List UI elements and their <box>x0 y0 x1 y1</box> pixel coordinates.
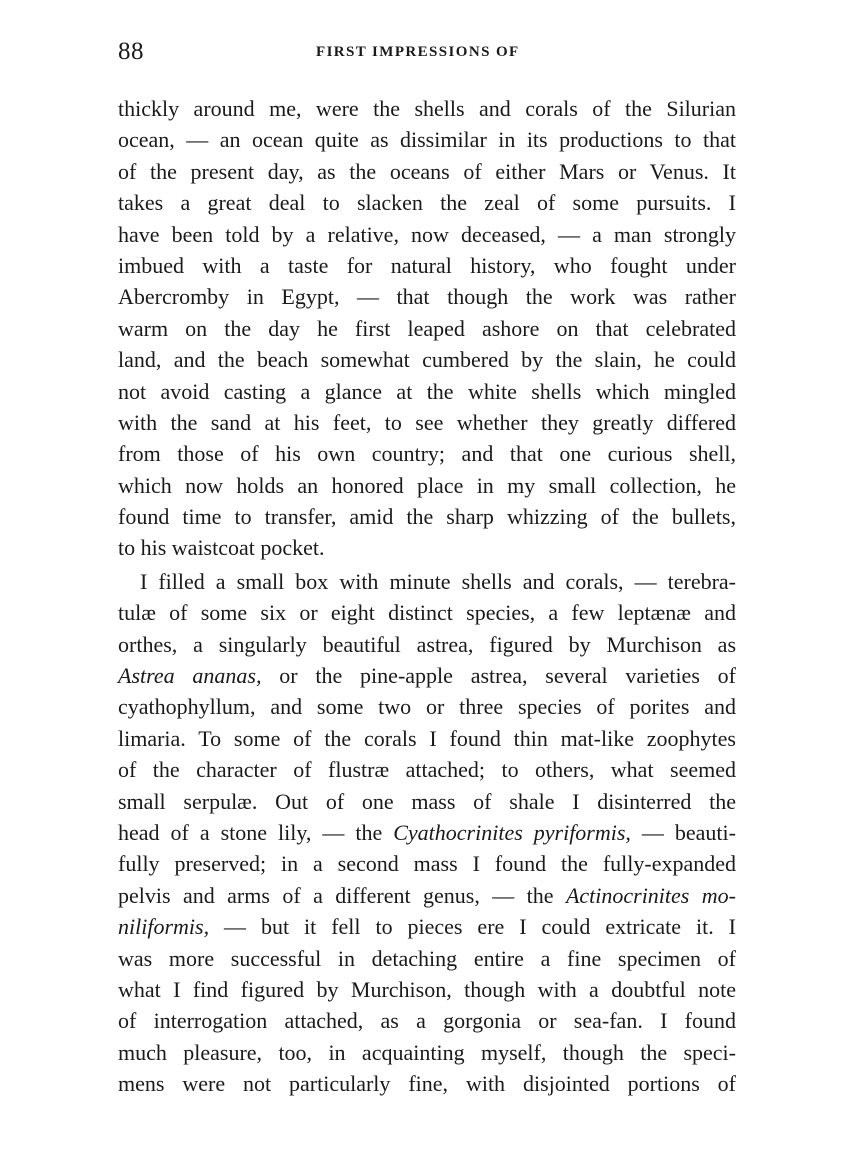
text-line: not avoid casting a glance at the white shells which mingled <box>118 378 736 404</box>
text-line <box>118 660 736 691</box>
text-line: what I find figured by Murchison, though with a doubtful note <box>118 976 736 1002</box>
text-line: which now holds an honored place in my small collection, he <box>118 472 736 498</box>
page-number: 88 <box>118 38 144 65</box>
text-line: I filled a small box with minute shells and corals, — terebra- <box>140 568 736 594</box>
text-line: limaria. To some of the corals I found thin mat-like zoophytes <box>118 725 736 751</box>
text-span: head of a stone lily, — the <box>118 819 394 845</box>
text-line: warm on the day he first leaped ashore on that celebrated <box>118 315 736 341</box>
text-line <box>118 911 736 942</box>
text-line: of the present day, as the oceans of either Mars or Venus. It <box>118 158 736 184</box>
text-line: orthes, a singularly beautiful astrea, figured by Murchison as <box>118 631 736 657</box>
body-text <box>118 93 736 1100</box>
text-line: cyathophyllum, and some two or three species of porites and <box>118 694 736 720</box>
text-line: Abercromby in Egypt, — that though the work was rather <box>118 284 736 310</box>
text-span: or the pine-apple astrea, several varieties of <box>261 663 737 689</box>
text-line: of the character of flustræ attached; to others, what seemed <box>118 757 736 783</box>
paragraph-1 <box>118 93 736 564</box>
page-header <box>118 38 736 68</box>
text-line: land, and the beach somewhat cumbered by the slain, he could <box>118 347 736 373</box>
text-line: mens were not particularly fine, with disjointed portions of <box>118 1071 736 1097</box>
text-span: pelvis and arms of a different genus, — the <box>118 882 566 908</box>
text-line <box>118 880 736 911</box>
text-line: fully preserved; in a second mass I found the fully-expanded <box>118 851 736 877</box>
running-head: FIRST IMPRESSIONS OF <box>316 44 520 60</box>
text-line: imbued with a taste for natural history, who fought under <box>118 252 736 278</box>
text-line: takes a great deal to slacken the zeal of some pursuits. I <box>118 190 736 216</box>
text-line: from those of his own country; and that one curious shell, <box>118 441 736 467</box>
text-line: have been told by a relative, now deceased, — a man strongly <box>118 221 736 247</box>
text-line: thickly around me, were the shells and corals of the Silurian <box>118 96 736 121</box>
text-line: to his waistcoat pocket. <box>118 535 325 561</box>
italic-text: Actinocrinites mo- <box>565 882 736 908</box>
italic-text: niliformis, <box>118 914 210 940</box>
text-line: small serpulæ. Out of one mass of shale I disinterred the <box>118 788 736 814</box>
text-span: — beauti- <box>630 819 736 845</box>
italic-text: Cyathocrinites pyriformis, <box>393 819 631 845</box>
text-line: ocean, — an ocean quite as dissimilar in its productions to that <box>118 127 736 153</box>
text-line: with the sand at his feet, to see whether they greatly differed <box>118 409 736 435</box>
italic-text: Astrea ananas, <box>118 663 262 689</box>
text-line: of interrogation attached, as a gorgonia or sea-fan. I found <box>118 1008 736 1034</box>
text-span: — but it fell to pieces ere I could extricate it. I <box>209 914 736 940</box>
text-line: much pleasure, too, in acquainting myself, though the speci- <box>118 1039 736 1065</box>
text-line: was more successful in detaching entire a fine specimen of <box>118 945 736 971</box>
paragraph-2 <box>118 566 736 1100</box>
text-line: tulæ of some six or eight distinct species, a few leptænæ and <box>118 600 736 626</box>
text-line <box>118 817 736 848</box>
text-line: found time to transfer, amid the sharp whizzing of the bullets, <box>118 504 736 530</box>
